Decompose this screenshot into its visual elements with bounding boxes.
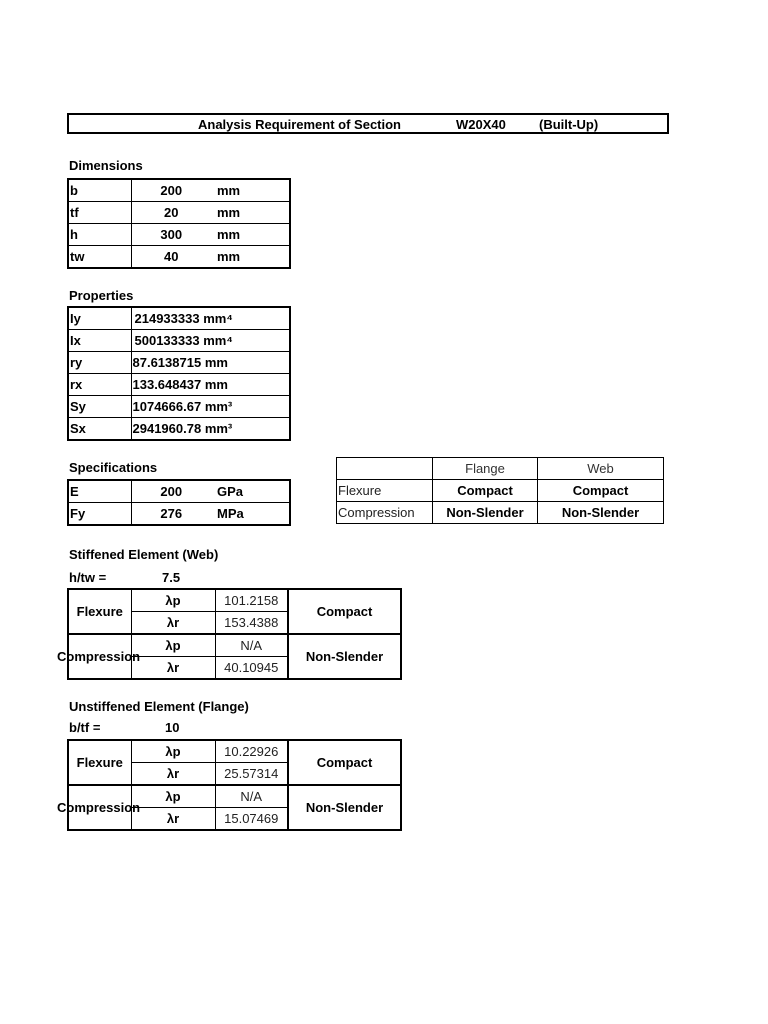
flange-ratio-label: b/tf = [69,720,101,735]
web-flex-lp: 101.2158 [215,589,288,612]
prop-unit: mm [204,354,228,370]
table-row [68,224,290,246]
web-heading: Stiffened Element (Web) [69,547,219,562]
dim-name: tf [68,202,131,224]
web-comp-lr: 40.10945 [215,657,288,680]
lambda-r-label: λr [131,612,215,635]
summary-flange-result: Non-Slender [433,502,538,524]
spec-value: 276 [131,503,211,526]
prop-unit: mm [204,376,228,392]
lambda-r-label: λr [131,657,215,680]
prop-name: Iy [68,307,131,330]
table-row [68,589,401,612]
web-ratio-value: 7.5 [162,570,181,585]
spec-value: 200 [131,480,211,503]
lambda-p-label: λp [131,634,215,657]
table-row [68,634,401,657]
web-check-table [57,588,402,680]
flange-flex-lr: 25.57314 [215,763,288,786]
web-comp-result: Non-Slender [288,634,401,679]
spec-name: E [68,480,131,503]
prop-value: 1074666.67 [132,398,202,414]
prop-name: Sx [68,418,131,441]
web-ratio-label: h/tw = [69,570,107,585]
table-row [68,740,401,763]
dimensions-table [67,178,291,269]
lambda-p-label: λp [131,740,215,763]
table-row [68,396,290,418]
dim-unit: mm [211,224,290,246]
lambda-p-label: λp [131,589,215,612]
table-row [68,307,290,330]
dim-unit: mm [211,246,290,269]
dim-name: h [68,224,131,246]
flange-ratio-value: 10 [165,720,180,735]
table-row [68,480,290,503]
prop-unit: mm³ [204,398,233,414]
prop-value: 2941960.78 [132,420,202,436]
dim-value: 300 [131,224,211,246]
dim-value: 20 [131,202,211,224]
specifications-table [67,479,291,526]
summary-corner [337,458,433,480]
prop-unit: mm³ [204,420,233,436]
summary-row-name: Compression [337,502,433,524]
web-compression-label: Compression [57,648,141,664]
flange-heading: Unstiffened Element (Flange) [69,699,249,714]
summary-col-flange: Flange [433,458,538,480]
prop-name: ry [68,352,131,374]
table-row [68,330,290,352]
prop-value: 87.6138715 [132,354,202,370]
properties-table [67,306,291,441]
dim-unit: mm [211,202,290,224]
prop-value: 133.648437 [132,376,202,392]
prop-unit: mm⁴ [203,332,233,348]
dim-unit: mm [211,179,290,202]
flange-flexure-label: Flexure [68,740,131,785]
lambda-r-label: λr [131,763,215,786]
prop-value: 500133333 [134,332,200,348]
table-row [68,503,290,526]
dimensions-heading: Dimensions [69,158,143,173]
dim-name: tw [68,246,131,269]
table-row [68,374,290,396]
title-box [67,113,669,134]
summary-web-result: Compact [538,480,664,502]
title-label: Analysis Requirement of Section [198,117,401,132]
table-row [68,418,290,441]
prop-name: rx [68,374,131,396]
web-flex-result: Compact [288,589,401,634]
summary-web-result: Non-Slender [538,502,664,524]
properties-heading: Properties [69,288,134,303]
spec-unit: MPa [211,503,290,526]
web-flexure-label: Flexure [68,589,131,634]
prop-unit: mm⁴ [203,310,233,326]
flange-comp-lp: N/A [215,785,288,808]
prop-name: Sy [68,396,131,418]
specifications-heading: Specifications [69,460,158,475]
lambda-r-label: λr [131,808,215,831]
flange-comp-result: Non-Slender [288,785,401,830]
flange-check-table [57,739,402,831]
table-row [337,502,664,524]
flange-flex-lp: 10.22926 [215,740,288,763]
title-type: (Built-Up) [539,117,599,132]
flange-comp-lr: 15.07469 [215,808,288,831]
dim-value: 200 [131,179,211,202]
summary-col-web: Web [538,458,664,480]
summary-table [336,457,664,524]
prop-value: 214933333 [134,310,200,326]
lambda-p-label: λp [131,785,215,808]
flange-flex-result: Compact [288,740,401,785]
table-row [68,352,290,374]
table-row [68,246,290,269]
table-row [68,202,290,224]
dim-name: b [68,179,131,202]
flange-compression-label: Compression [57,799,141,815]
spec-name: Fy [68,503,131,526]
title-section: W20X40 [456,117,506,132]
web-flex-lr: 153.4388 [215,612,288,635]
spec-unit: GPa [211,480,290,503]
summary-row-name: Flexure [337,480,433,502]
table-row [337,458,664,480]
web-comp-lp: N/A [215,634,288,657]
table-row [68,179,290,202]
prop-name: Ix [68,330,131,352]
dim-value: 40 [131,246,211,269]
table-row [337,480,664,502]
table-row [68,785,401,808]
summary-flange-result: Compact [433,480,538,502]
